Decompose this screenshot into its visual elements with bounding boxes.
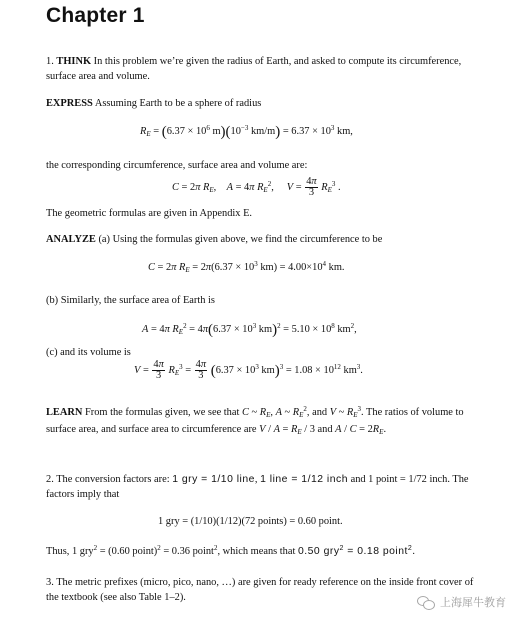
watermark-text: 上海犀牛教育 — [440, 596, 506, 609]
formulas-equation: C = 2π $R_E$, A = 4π $R_E^2$, V = $\frac{4\pi}{3}$ $R_E^3$ . — [172, 176, 341, 198]
circumference-equation: C = 2π $R_E = 2\pi(6.37 \times 10^3$ $km) = 4.00\times 10^4$ km. — [148, 260, 345, 274]
express-label: EXPRESS — [46, 98, 93, 109]
problem1-express — [46, 96, 482, 111]
analyze-label: ANALYZE — [46, 234, 96, 245]
problem2-line2: Thus, 1 gry$^2$ = (0.60 point)$^2$ = 0.36 point$^2$, which means that 0.50 gry$^2$ = 0.18 point$^2$. — [46, 544, 415, 557]
problem2-line1: 2. The conversion factors are: 1 gry = 1/10 line, 1 line = 1/12 inch and 1 point = 1/72 inch. The factors imply that — [46, 474, 469, 500]
problem1-learn — [46, 404, 482, 438]
wechat-icon — [417, 595, 435, 609]
problem3-text: 3. The metric prefixes (micro, pico, nano, …) are given for ready reference on the inside front cover of the textbook (see also Table 1–2). — [46, 577, 474, 603]
problem1-number: 1. — [46, 56, 54, 67]
problem1-analyze — [46, 232, 482, 247]
think-text: In this problem we’re given the radius of Earth, and asked to compute its circumference, surface area and volume. — [46, 56, 462, 82]
part-c-text: (c) and its volume is — [46, 347, 131, 358]
radius-equation: $R_E = (6.37 \times 10^6$ $m)(10^{-3}$ $km/m) = 6.37 \times 10^3$ km, — [140, 124, 353, 140]
appendix-text: The geometric formulas are given in Appendix E. — [46, 208, 253, 219]
corresponding-text: the corresponding circumference, surface area and volume are: — [46, 160, 308, 171]
watermark — [417, 594, 506, 610]
think-label: THINK — [56, 56, 92, 67]
chapter-title: Chapter 1 — [46, 4, 145, 27]
volume-equation: V = $\frac{4\pi}{3}$ $R_E^3$ = $\frac{4\pi}{3}$ ($6.37 \times 10^3$ $km)^3 = 1.08 \times 10^{12}$ $km^3$. — [134, 359, 363, 381]
learn-label: LEARN — [46, 407, 83, 418]
express-text: Assuming Earth to be a sphere of radius — [94, 98, 262, 109]
problem2-equation: 1 gry = (1/10)(1/12)(72 points) = 0.60 point. — [158, 516, 343, 527]
learn-text-rendered: From the formulas given, we see that C ~ $R_E$, A ~ $R_E^2$, and V ~ $R_E^3$. The ratios of volume to surface area, and surface area to circumference are $V / A = R_E / 3$ and $A / C = 2R_E$. — [46, 405, 464, 436]
part-b-text: (b) Similarly, the surface area of Earth is — [46, 295, 215, 306]
problem1-think — [46, 54, 482, 84]
analyze-text: (a) Using the formulas given above, we find the circumference to be — [98, 234, 383, 245]
area-equation: A = 4π $R_E^2 = 4\pi(6.37 \times 10^3$ $km)^2 = 5.10 \times 10^8$ $km^2$, — [142, 322, 357, 338]
